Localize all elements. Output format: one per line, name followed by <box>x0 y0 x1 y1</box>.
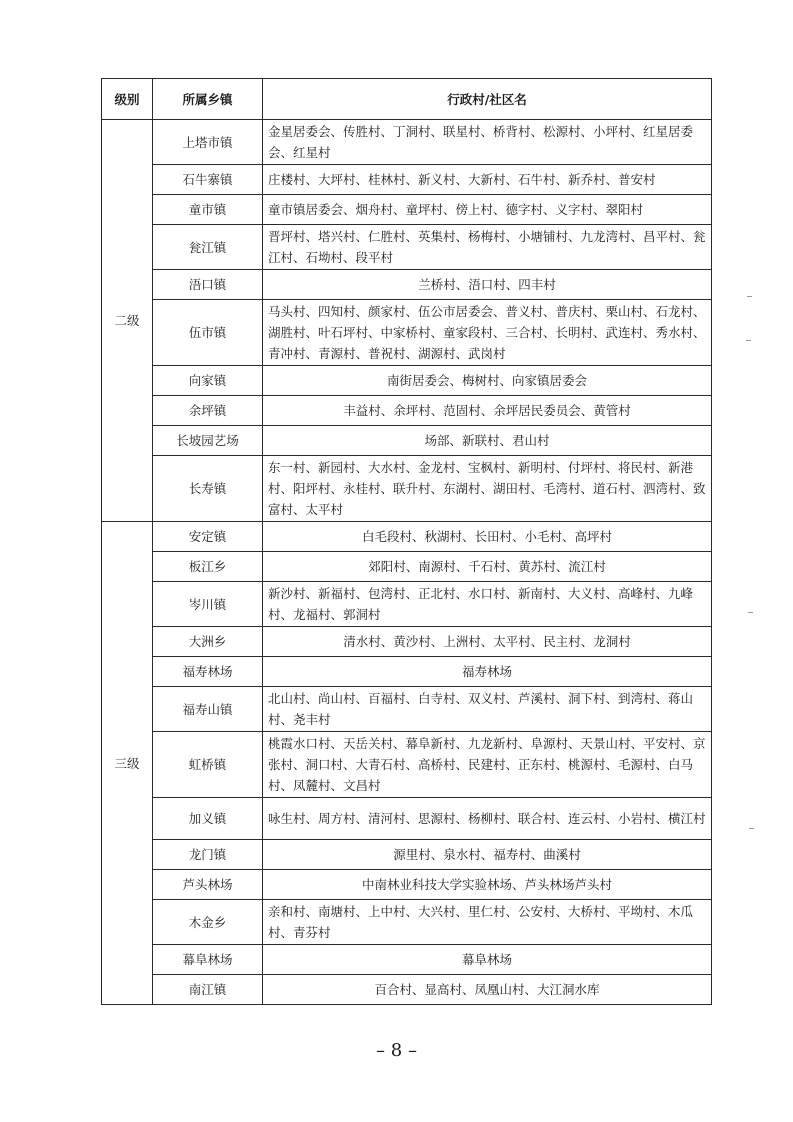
table-row <box>102 120 712 165</box>
table-row <box>102 870 712 900</box>
town-cell: 福寿山镇 <box>153 687 263 732</box>
town-cell: 加义镇 <box>153 798 263 840</box>
table-row <box>102 945 712 975</box>
town-cell: 虹桥镇 <box>153 732 263 798</box>
scan-mark <box>746 340 751 341</box>
villages-cell: 新沙村、新福村、包湾村、正北村、水口村、新南村、大义村、高峰村、九峰村、龙福村、郭洞村 <box>263 582 712 627</box>
table-header-row <box>102 79 712 120</box>
table-row <box>102 900 712 945</box>
town-cell: 大洲乡 <box>153 627 263 657</box>
villages-cell: 桃霞水口村、天岳关村、幕阜新村、九龙新村、阜源村、天景山村、平安村、京张村、洞口村、大青石村、高桥村、民建村、正东村、桃源村、毛源村、白马村、凤麓村、文昌村 <box>263 732 712 798</box>
table-row <box>102 975 712 1005</box>
table-row <box>102 798 712 840</box>
table-row <box>102 426 712 456</box>
villages-cell: 金星居委会、传胜村、丁洞村、联星村、桥背村、松源村、小坪村、红星居委会、红星村 <box>263 120 712 165</box>
villages-cell: 郊阳村、南源村、千石村、黄苏村、流江村 <box>263 552 712 582</box>
table-row <box>102 195 712 225</box>
town-cell: 浯口镇 <box>153 270 263 300</box>
town-cell: 长寿镇 <box>153 456 263 522</box>
page-number: – 8 – <box>376 1040 417 1061</box>
table-row <box>102 627 712 657</box>
villages-cell: 源里村、泉水村、福寿村、曲溪村 <box>263 840 712 870</box>
town-cell: 瓮江镇 <box>153 225 263 270</box>
villages-cell: 中南林业科技大学实验林场、芦头林场芦头村 <box>263 870 712 900</box>
village-table <box>101 78 712 1005</box>
villages-cell: 北山村、尚山村、百福村、白寺村、双义村、芦溪村、洞下村、到湾村、蒋山村、尧丰村 <box>263 687 712 732</box>
villages-cell: 南街居委会、梅树村、向家镇居委会 <box>263 366 712 396</box>
table-row <box>102 582 712 627</box>
town-cell: 南江镇 <box>153 975 263 1005</box>
table-row <box>102 456 712 522</box>
table-row <box>102 657 712 687</box>
town-cell: 上塔市镇 <box>153 120 263 165</box>
villages-cell: 兰桥村、浯口村、四丰村 <box>263 270 712 300</box>
villages-cell: 马头村、四知村、颜家村、伍公市居委会、普义村、普庆村、栗山村、石龙村、湖胜村、叶石坪村、中家桥村、童家段村、三合村、长明村、武连村、秀水村、青冲村、青源村、普祝村、湖源村、武岗村 <box>263 300 712 366</box>
town-cell: 岑川镇 <box>153 582 263 627</box>
table-row <box>102 840 712 870</box>
table-row <box>102 687 712 732</box>
villages-cell: 亲和村、南塘村、上中村、大兴村、里仁村、公安村、大桥村、平坳村、木瓜村、青芬村 <box>263 900 712 945</box>
town-cell: 板江乡 <box>153 552 263 582</box>
town-cell: 芦头林场 <box>153 870 263 900</box>
town-cell: 余坪镇 <box>153 396 263 426</box>
table-row <box>102 366 712 396</box>
town-cell: 伍市镇 <box>153 300 263 366</box>
villages-cell: 咏生村、周方村、清河村、思源村、杨柳村、联合村、连云村、小岩村、横江村 <box>263 798 712 840</box>
level-cell: 三级 <box>102 522 153 1005</box>
table-row <box>102 165 712 195</box>
table-row <box>102 225 712 270</box>
villages-cell: 庄楼村、大坪村、桂林村、新义村、大新村、石牛村、新乔村、普安村 <box>263 165 712 195</box>
table-row <box>102 552 712 582</box>
town-cell: 幕阜林场 <box>153 945 263 975</box>
scan-mark <box>748 612 753 613</box>
villages-cell: 福寿林场 <box>263 657 712 687</box>
villages-cell: 百合村、显高村、凤凰山村、大江洞水库 <box>263 975 712 1005</box>
villages-cell: 幕阜林场 <box>263 945 712 975</box>
table-row <box>102 396 712 426</box>
villages-cell: 白毛段村、秋湖村、长田村、小毛村、高坪村 <box>263 522 712 552</box>
table-row <box>102 732 712 798</box>
villages-cell: 东一村、新园村、大水村、金龙村、宝枫村、新明村、付坪村、将民村、新港村、阳坪村、永桂村、联升村、东湖村、湖田村、毛湾村、道石村、泗湾村、致富村、太平村 <box>263 456 712 522</box>
town-cell: 福寿林场 <box>153 657 263 687</box>
villages-cell: 场部、新联村、君山村 <box>263 426 712 456</box>
level-cell: 二级 <box>102 120 153 522</box>
town-cell: 长坡园艺场 <box>153 426 263 456</box>
table-row <box>102 300 712 366</box>
villages-cell: 童市镇居委会、烟舟村、童坪村、傍上村、德字村、义字村、翠阳村 <box>263 195 712 225</box>
town-cell: 童市镇 <box>153 195 263 225</box>
town-cell: 木金乡 <box>153 900 263 945</box>
table-body <box>102 120 712 1005</box>
scan-mark <box>747 296 752 297</box>
scan-mark <box>749 828 754 829</box>
town-cell: 向家镇 <box>153 366 263 396</box>
villages-cell: 丰益村、余坪村、范固村、余坪居民委员会、黄管村 <box>263 396 712 426</box>
villages-cell: 清水村、黄沙村、上洲村、太平村、民主村、龙洞村 <box>263 627 712 657</box>
villages-cell: 晋坪村、塔兴村、仁胜村、英集村、杨梅村、小塘铺村、九龙湾村、昌平村、瓮江村、石坳村、段平村 <box>263 225 712 270</box>
town-cell: 石牛寨镇 <box>153 165 263 195</box>
header-villages: 行政村/社区名 <box>263 79 712 120</box>
header-level: 级别 <box>102 79 153 120</box>
town-cell: 龙门镇 <box>153 840 263 870</box>
header-town: 所属乡镇 <box>153 79 263 120</box>
town-cell: 安定镇 <box>153 522 263 552</box>
table-row <box>102 522 712 552</box>
table-row <box>102 270 712 300</box>
